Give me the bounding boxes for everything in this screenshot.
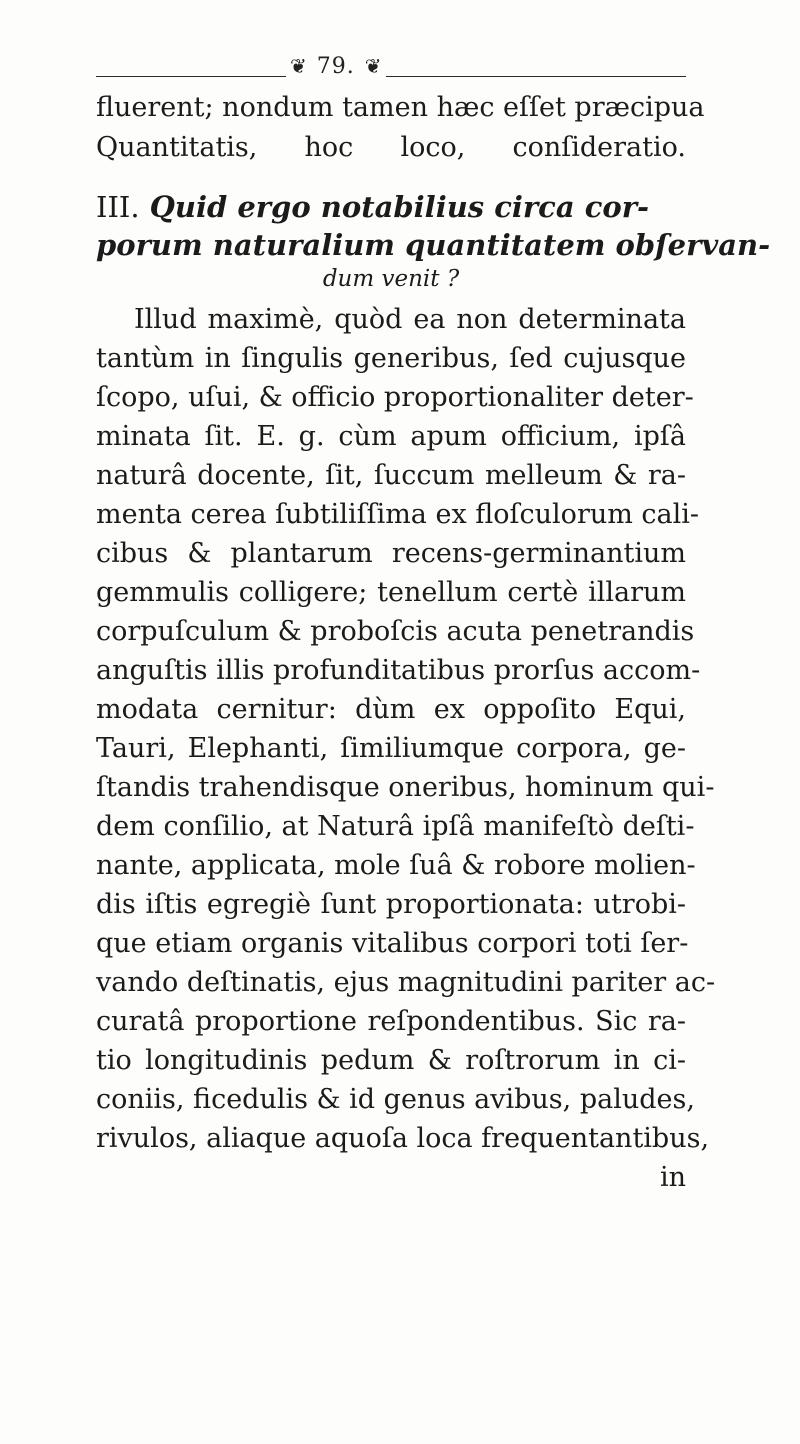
body-line: rivulos, aliaque aquoſa loca frequentantibus,	[96, 1123, 710, 1154]
body-line: nante, applicata, mole ſuâ & robore molien-	[96, 850, 696, 881]
body-line: coniis, ficedulis & id genus avibus, paludes,	[96, 1084, 695, 1115]
body-line: cibus & plantarum recens-germinantium	[96, 538, 686, 569]
body-line: minata ſit. E. g. cùm apum officium, ipſâ	[96, 421, 686, 452]
header-inner	[286, 52, 386, 80]
text-block	[96, 88, 771, 1197]
intro-paragraph	[96, 88, 705, 168]
body-line: Tauri, Elephanti, ſimiliumque corpora, ge-	[96, 733, 686, 764]
question-heading	[96, 188, 771, 294]
body-line: tantùm in ſingulis generibus, ſed cujusque	[96, 343, 686, 374]
body-line: tio longitudinis pedum & roſtrorum in ci-	[96, 1045, 686, 1076]
page-header	[96, 52, 686, 82]
body-line: que etiam organis vitalibus corpori toti ſer-	[96, 928, 689, 959]
body-line: dem conſilio, at Naturâ ipſâ manifeſtò deſti-	[96, 811, 695, 842]
ornament-left-icon: ❦	[290, 54, 307, 78]
body-line: ſcopo, uſui, & officio proportionaliter deter-	[96, 382, 694, 413]
body-line: modata cernitur: dùm ex oppoſito Equi,	[96, 694, 686, 725]
body-line: gemmulis colligere; tenellum certè illarum	[96, 577, 686, 608]
question-text-1: Quid ergo notabilius circa cor-	[149, 190, 650, 224]
page-number: 79.	[316, 53, 355, 79]
section-numeral: III.	[96, 190, 140, 224]
body-line: ſtandis trahendisque oneribus, hominum qui-	[96, 772, 715, 803]
intro-line: Quantitatis, hoc loco, conſideratio.	[96, 132, 686, 163]
body-line: naturâ docente, ſit, ſuccum melleum & ra-	[96, 460, 686, 491]
body-line: curatâ proportione reſpondentibus. Sic ra-	[96, 1006, 686, 1037]
body-line: menta cerea ſubtiliſſima ex floſculorum cali-	[96, 499, 700, 530]
question-line-2: porum naturalium quantitatem obſervan-	[96, 228, 771, 262]
body-line: corpuſculum & proboſcis acuta penetrandis	[96, 616, 695, 647]
catchword: in	[659, 1162, 686, 1193]
body-line: Illud maximè, quòd ea non determinata	[134, 304, 686, 335]
question-line-1	[96, 188, 686, 226]
body-line: vando deſtinatis, ejus magnitudini pariter ac-	[96, 967, 716, 998]
header-rule	[96, 76, 686, 77]
ornament-right-icon: ❦	[364, 54, 382, 78]
intro-line: fluerent; nondum tamen hæc eſſet præcipua	[96, 92, 705, 123]
body-line: dis iſtis egregiè ſunt proportionata: utrobi-	[96, 889, 686, 920]
body-paragraph	[96, 300, 716, 1197]
body-line: anguſtis illis profunditatibus prorſus accom-	[96, 655, 701, 686]
question-line-3: dum venit ?	[322, 266, 460, 292]
